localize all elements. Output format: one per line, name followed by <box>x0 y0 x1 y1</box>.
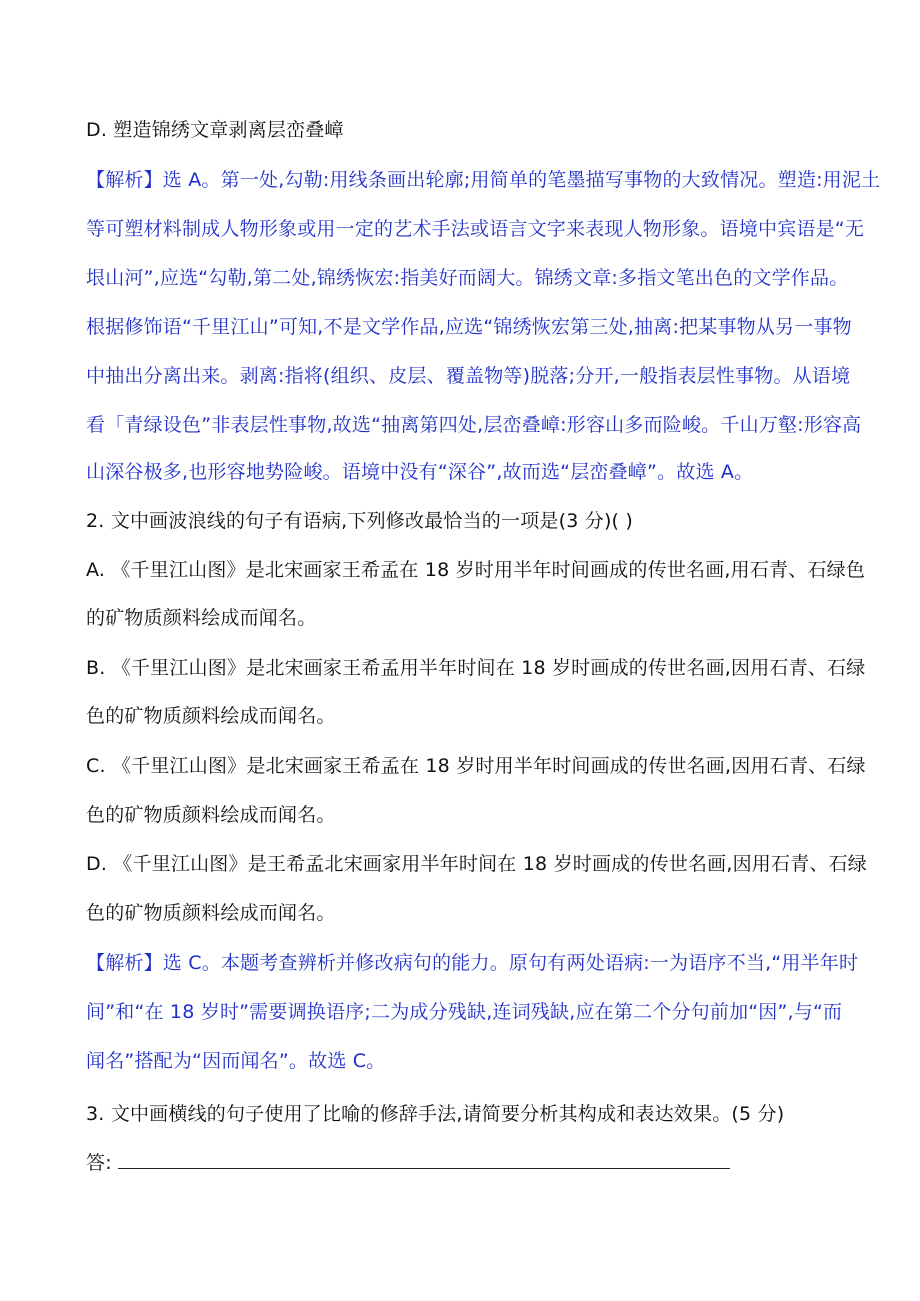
q2-question: 2. 文中画波浪线的句子有语病,下列修改最恰当的一项是(3 分)( ) <box>86 510 634 532</box>
q1-analysis-line-7: 山深谷极多,也形容地势险峻。语境中没有“深谷”,故而选“层峦叠嶂”。故选 A。 <box>86 461 754 483</box>
q1-analysis-line-4: 根据修饰语“千里江山”可知,不是文学作品,应选“锦绣恢宏第三处,抽离:把某事物从另一事物 <box>86 316 852 338</box>
q1-analysis-line-5: 中抽出分离出来。剥离:指将(组织、皮层、覆盖物等)脱落;分开,一般指表层性事物。从语境 <box>86 365 851 387</box>
q2-option-a-line-2: 的矿物质颜料绘成而闻名。 <box>86 607 317 629</box>
q2-option-b-line-2: 色的矿物质颜料绘成而闻名。 <box>86 705 336 727</box>
q1-option-d: D. 塑造锦绣文章剥离层峦叠嶂 <box>86 119 344 141</box>
q3-answer-row <box>86 1150 846 1175</box>
q2-analysis-line-2: 间”和“在 18 岁时”需要调换语序;二为成分残缺,连词残缺,应在第二个分句前加“因”,与“而 <box>86 1001 843 1023</box>
q2-option-d-line-1: D. 《千里江山图》是王希孟北宋画家用半年时间在 18 岁时画成的传世名画,因用石青、石绿 <box>86 853 868 875</box>
q2-option-d-line-2: 色的矿物质颜料绘成而闻名。 <box>86 902 336 924</box>
q2-analysis-line-3: 闻名”搭配为“因而闻名”。故选 C。 <box>86 1050 386 1072</box>
q2-option-a-line-1: A. 《千里江山图》是北宋画家王希孟在 18 岁时用半年时间画成的传世名画,用石青、石绿色 <box>86 559 866 581</box>
q2-option-b-line-1: B. 《千里江山图》是北宋画家王希孟用半年时间在 18 岁时画成的传世名画,因用石青、石绿 <box>86 657 866 679</box>
q2-option-c-line-2: 色的矿物质颜料绘成而闻名。 <box>86 804 336 826</box>
q1-analysis-line-1: 【解析】选 A。第一处,勾勒:用线条画出轮廓;用简单的笔墨描写事物的大致情况。塑造:用泥土 <box>86 169 881 191</box>
q2-option-c-line-1: C. 《千里江山图》是北宋画家王希孟在 18 岁时用半年时间画成的传世名画,因用石青、石绿 <box>86 755 866 777</box>
q1-analysis-line-3: 垠山河”,应选“勾勒,第二处,锦绣恢宏:指美好而阔大。锦绣文章:多指文笔出色的文学作品。 <box>86 267 849 289</box>
q1-analysis-line-2: 等可塑材料制成人物形象或用一定的艺术手法或语言文字来表现人物形象。语境中宾语是“无 <box>86 218 865 240</box>
q3-question: 3. 文中画横线的句子使用了比喻的修辞手法,请简要分析其构成和表达效果。(5 分) <box>86 1103 785 1125</box>
q1-analysis-line-6: 看「青绿设色”非表层性事物,故选“抽离第四处,层峦叠嶂:形容山多而险峻。千山万壑:形容高 <box>86 414 862 436</box>
q2-analysis-line-1: 【解析】选 C。本题考查辨析并修改病句的能力。原句有两处语病:一为语序不当,“用半年时 <box>86 952 859 974</box>
q3-answer-label: 答: <box>86 1152 112 1174</box>
q3-answer-blank[interactable] <box>118 1150 730 1169</box>
